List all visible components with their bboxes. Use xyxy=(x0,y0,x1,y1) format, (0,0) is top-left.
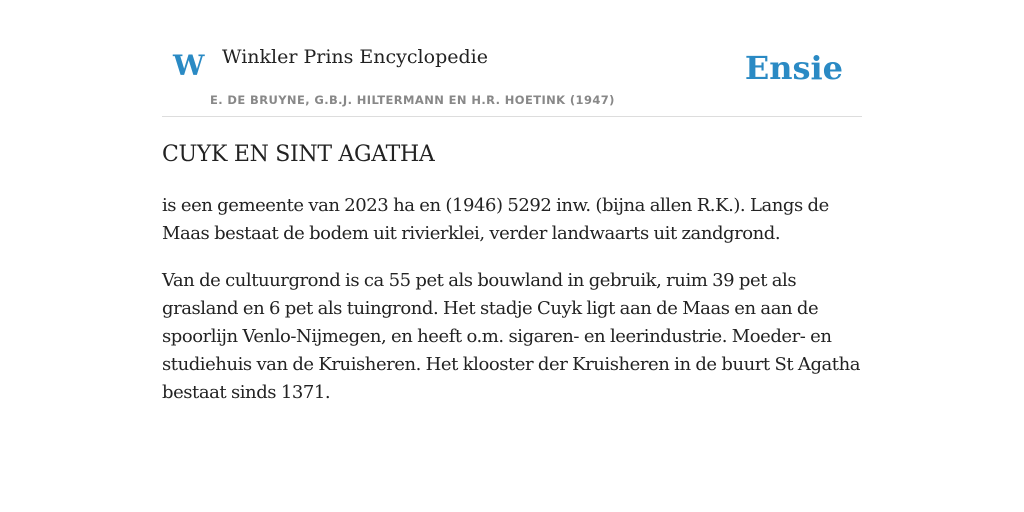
article-paragraph-2: Van de cultuurgrond is ca 55 pet als bouwland in gebruik, ruim 39 pet als grasland en 6 pet als tuingrond. Het stadje Cuyk ligt aan de Maas en aan de spoorlijn Venlo-Nijmegen, en heeft o.m. sigaren- en leerindustrie. Moeder- en studiehuis van de Kruisheren. Het klooster der Kruisheren in de buurt St Agatha bestaat sinds 1371. xyxy=(162,270,861,403)
source-authors: E. DE BRUYNE, G.B.J. HILTERMANN EN H.R. HOETINK (1947) xyxy=(210,93,615,107)
winkler-prins-logo[interactable]: W xyxy=(173,49,205,82)
source-header xyxy=(162,0,862,117)
article-title: CUYK EN SINT AGATHA xyxy=(162,142,435,167)
source-title-link[interactable]: Winkler Prins Encyclopedie xyxy=(222,46,488,68)
ensie-logo-link[interactable]: Ensie xyxy=(744,49,843,87)
article-body xyxy=(162,140,862,407)
article-paragraph-1: is een gemeente van 2023 ha en (1946) 5292 inw. (bijna allen R.K.). Langs de Maas bestaat de bodem uit rivierklei, verder landwaarts uit zandgrond. xyxy=(162,195,829,244)
